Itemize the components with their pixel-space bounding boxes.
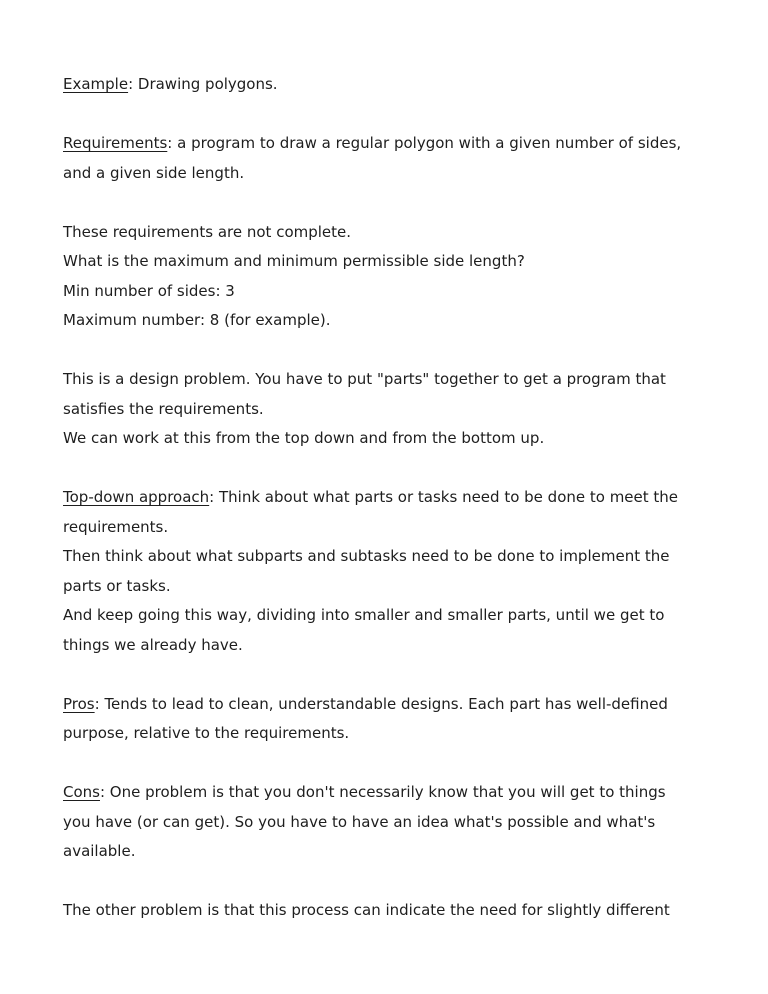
incomplete-line-3: Min number of sides: 3 [63,281,235,300]
topdown-line-4: parts or tasks. [63,576,171,595]
topdown-text-1: : Think about what parts or tasks need to be done to meet the [209,488,679,506]
incomplete-line-4: Maximum number: 8 (for example). [63,311,331,329]
design-paragraph [63,365,713,454]
pros-text-1: : Tends to lead to clean, understandable designs. Each part has well-defined [94,694,668,713]
requirements-label: Requirements [63,134,168,152]
topdown-label: Top-down approach [63,488,210,506]
pros-paragraph [63,690,713,749]
example-label: Example [63,75,129,93]
example-paragraph [63,70,713,100]
example-line [63,70,713,100]
pros-label: Pros [63,694,95,713]
topdown-line-5: And keep going this way, dividing into smaller and smaller parts, until we get to [63,606,665,624]
cons-text-1: : One problem is that you don't necessarily know that you will get to things [99,783,666,801]
topdown-line-6: things we already have. [63,635,243,654]
cons-line-2: you have (or can get). So you have to have an idea what's possible and what's [63,812,656,831]
example-text: : Drawing polygons. [128,75,278,93]
pros-line-1 [63,690,713,720]
document-page [63,70,713,955]
incomplete-line-2: What is the maximum and minimum permissible side length? [63,252,525,270]
incomplete-paragraph [63,218,713,336]
cons-line-3: available. [63,842,136,860]
requirements-paragraph [63,129,713,188]
requirements-text-1: : a program to draw a regular polygon with a given number of sides, [167,134,682,152]
pros-line-2: purpose, relative to the requirements. [63,724,350,742]
topdown-line-3: Then think about what subparts and subtasks need to be done to implement the [63,547,670,565]
topdown-line-2: requirements. [63,517,169,536]
cons-paragraph [63,778,713,867]
design-line-1: This is a design problem. You have to put "parts" together to get a program that [63,370,666,388]
topdown-line-1 [63,483,713,513]
cons-label: Cons [63,783,100,801]
requirements-line-2: and a given side length. [63,163,245,182]
design-line-2: satisfies the requirements. [63,399,264,418]
requirements-line-1 [63,129,713,159]
other-line-1: The other problem is that this process can indicate the need for slightly different [63,901,670,919]
other-paragraph [63,896,713,926]
cons-line-1 [63,778,713,808]
topdown-paragraph [63,483,713,660]
design-line-3: We can work at this from the top down and from the bottom up. [63,429,545,447]
incomplete-line-1: These requirements are not complete. [63,222,352,241]
